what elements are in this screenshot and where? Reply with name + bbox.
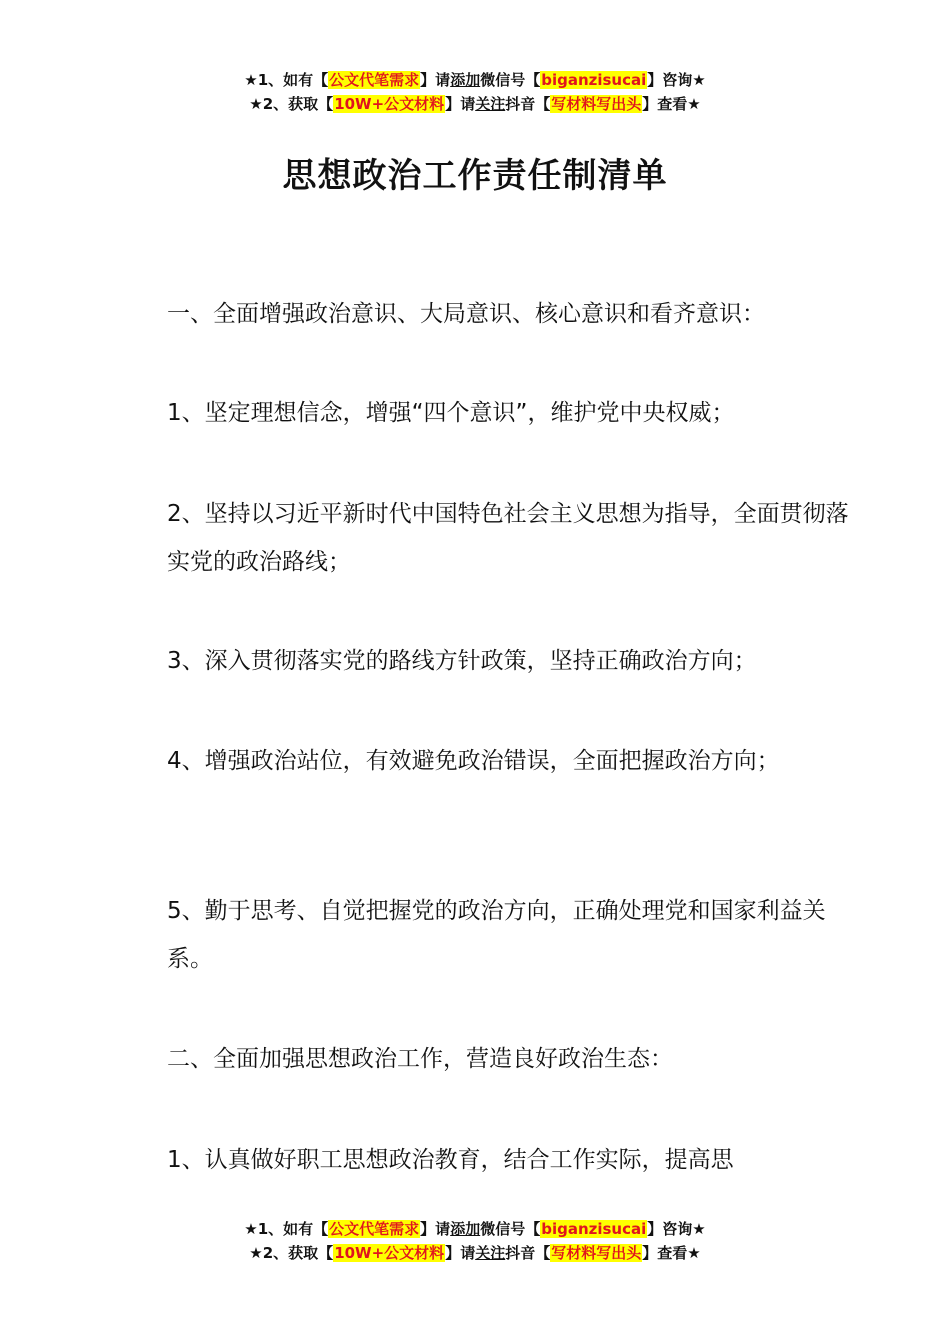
- banner-text: 】请: [420, 1220, 451, 1238]
- list-item: 1、认真做好职工思想政治教育，结合工作实际，提高思: [167, 1147, 734, 1173]
- banner-highlight: 写材料写出头: [551, 95, 642, 113]
- header-banner: [0, 68, 950, 116]
- banner-text: 】咨询★: [647, 71, 706, 89]
- banner-text: 】查看★: [642, 95, 701, 113]
- banner-highlight: 公文代笔需求: [329, 1220, 420, 1238]
- banner-text: ★2、获取【: [249, 95, 334, 113]
- list-item: 4、增强政治站位，有效避免政治错误，全面把握政治方向；: [167, 748, 780, 774]
- list-item: 5、勤于思考、自觉把握党的政治方向，正确处理党和国家利益关系。: [167, 898, 826, 972]
- list-item: 3、深入贯彻落实党的路线方针政策，坚持正确政治方向；: [167, 648, 757, 674]
- banner-text: ★1、如有【: [244, 71, 329, 89]
- banner-text: 抖音【: [505, 95, 551, 113]
- banner-text: ★1、如有【: [244, 1220, 329, 1238]
- section-heading-1: 一、全面增强政治意识、大局意识、核心意识和看齐意识：: [167, 301, 765, 327]
- banner-underlined: 添加: [450, 71, 481, 89]
- banner-highlight: biganzisucai: [541, 1220, 647, 1238]
- banner-highlight: 10W+公文材料: [334, 1244, 445, 1262]
- banner-text: 】咨询★: [647, 1220, 706, 1238]
- banner-highlight: biganzisucai: [541, 71, 647, 89]
- header-banner-line-2: [0, 92, 950, 116]
- footer-banner-line-2: [0, 1241, 950, 1265]
- banner-underlined: 关注: [475, 1244, 506, 1262]
- banner-underlined: 添加: [450, 1220, 481, 1238]
- list-item: 2、坚持以习近平新时代中国特色社会主义思想为指导，全面贯彻落实党的政治路线；: [167, 501, 849, 575]
- banner-text: 】请: [420, 71, 451, 89]
- banner-text: 抖音【: [505, 1244, 551, 1262]
- footer-banner-line-1: [0, 1217, 950, 1241]
- footer-banner: [0, 1217, 950, 1265]
- banner-text: 微信号【: [480, 1220, 541, 1238]
- banner-text: 】请: [445, 1244, 476, 1262]
- list-item: 1、坚定理想信念，增强“四个意识”，维护党中央权威；: [167, 400, 735, 426]
- banner-text: 】查看★: [642, 1244, 701, 1262]
- header-banner-line-1: [0, 68, 950, 92]
- banner-text: 】请: [445, 95, 476, 113]
- banner-text: ★2、获取【: [249, 1244, 334, 1262]
- banner-text: 微信号【: [480, 71, 541, 89]
- banner-highlight: 公文代笔需求: [329, 71, 420, 89]
- section-heading-2: 二、全面加强思想政治工作，营造良好政治生态：: [167, 1046, 673, 1072]
- banner-underlined: 关注: [475, 95, 506, 113]
- document-title: 思想政治工作责任制清单: [282, 156, 668, 196]
- banner-highlight: 10W+公文材料: [334, 95, 445, 113]
- banner-highlight: 写材料写出头: [551, 1244, 642, 1262]
